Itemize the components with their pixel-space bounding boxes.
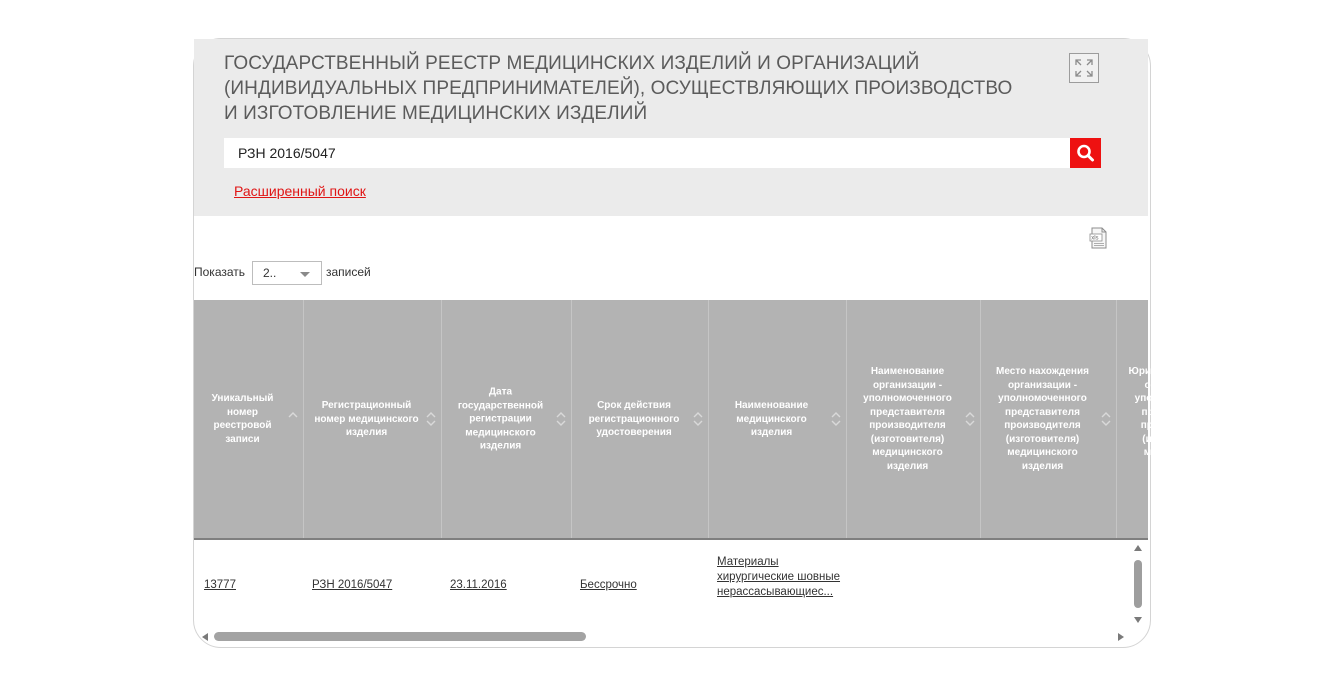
reg-date-link[interactable]: 23.11.2016: [450, 579, 507, 591]
column-title: Место нахождения организации - уполномоченного представителя производителя (изготовителя) медицинского изделия: [996, 366, 1089, 472]
search-input[interactable]: [224, 138, 1070, 168]
column-title: Срок действия регистрационного удостоверения: [588, 399, 680, 438]
sort-icon: [693, 410, 703, 428]
column-header-org-legal-address[interactable]: [1117, 300, 1253, 538]
advanced-search-link[interactable]: Расширенный поиск: [234, 183, 366, 199]
column-header-org-location[interactable]: [981, 300, 1117, 538]
search-button[interactable]: [1070, 138, 1101, 168]
sort-icon: [831, 410, 841, 428]
records-label: записей: [326, 265, 371, 279]
column-header-validity[interactable]: [572, 300, 709, 538]
column-header-record-id[interactable]: [194, 300, 304, 538]
search-header: [194, 39, 1148, 216]
expand-button[interactable]: [1069, 53, 1099, 83]
column-title: Регистрационный номер медицинского изделия: [314, 399, 419, 438]
reg-number-link[interactable]: РЗН 2016/5047: [312, 579, 393, 591]
registry-panel: [193, 38, 1230, 648]
show-label: Показать: [194, 265, 246, 279]
page-title: ГОСУДАРСТВЕННЫЙ РЕЕСТР МЕДИЦИНСКИХ ИЗДЕЛИЙ И ОРГАНИЗАЦИЙ (ИНДИВИДУАЛЬНЫХ ПРЕДПРИНИМАТЕЛЕЙ), ОСУЩЕСТВЛЯЮЩИХ ПРОИЗВОДСТВО И ИЗГОТОВЛЕНИЕ МЕДИЦИНСКИХ ИЗДЕЛИЙ: [224, 53, 1013, 124]
horizontal-scrollbar[interactable]: [194, 629, 1148, 645]
column-header-reg-number[interactable]: [304, 300, 442, 538]
search-icon: [1070, 138, 1101, 168]
page-size-value: 2..: [263, 266, 277, 280]
record-id-link[interactable]: 13777: [204, 579, 236, 591]
column-title: Дата государственной регистрации медицинского изделия: [457, 386, 544, 452]
column-title: Уникальный номер реестровой записи: [211, 393, 274, 445]
validity-link[interactable]: Бессрочно: [580, 579, 637, 591]
sort-icon: [556, 410, 566, 428]
expand-icon: [1070, 54, 1098, 82]
vertical-scrollbar[interactable]: [1130, 541, 1146, 631]
sort-icon: [426, 410, 436, 428]
column-title: Наименование медицинского изделия: [734, 399, 809, 438]
column-title: Наименование организации - уполномоченного представителя производителя (изготовителя) медицинского изделия: [863, 366, 952, 472]
chevron-down-icon: [300, 272, 310, 277]
export-xls-button[interactable]: [1089, 227, 1109, 249]
column-header-org-name[interactable]: [847, 300, 981, 538]
header-divider: [194, 538, 1148, 540]
page-size-select[interactable]: [252, 261, 322, 285]
sort-icon: [965, 410, 975, 428]
column-title: Юридический адрес организации - уполномоченного представителя производителя (изготовителя) медицинского изделия: [1128, 366, 1230, 472]
sort-icon: [288, 410, 298, 428]
search-bar: [224, 138, 1101, 168]
column-header-device-name[interactable]: [709, 300, 847, 538]
column-header-reg-date[interactable]: [442, 300, 572, 538]
sort-icon: [1101, 410, 1111, 428]
device-name-link[interactable]: Материалы хирургические шовные нерассасывающиес...: [717, 556, 841, 598]
table-header: [194, 300, 1230, 538]
svg-text:xls: xls: [1091, 235, 1099, 242]
xls-export-icon: [1089, 227, 1109, 249]
